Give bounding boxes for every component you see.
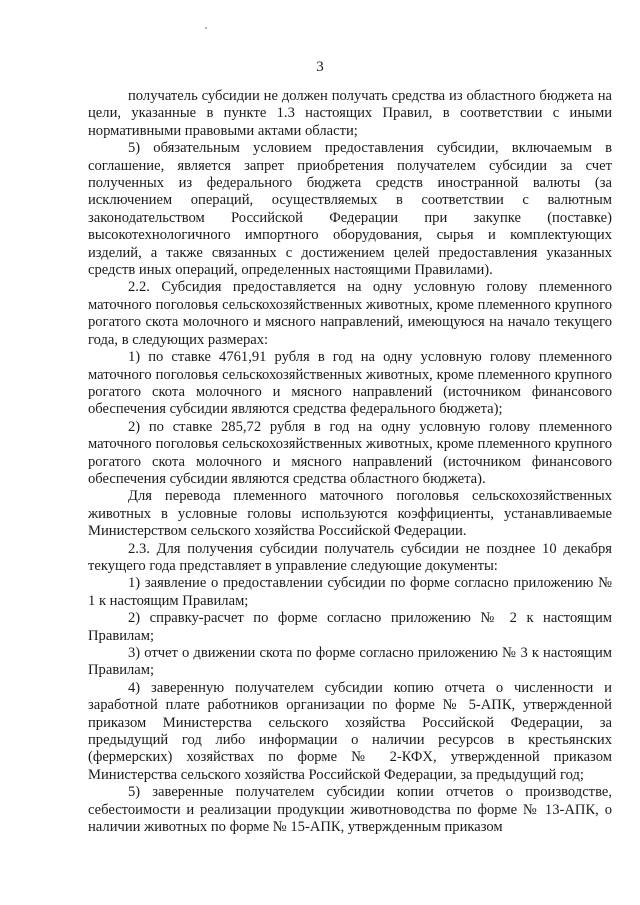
paragraph-rate-regional: 2) по ставке 285,72 рубля в год на одну условную голову племенного маточного поголовья сельскохозяйственных животных, кроме племенного крупного рогатого скота молочного и мясного направлений (источником финансового обеспечения субсидии являются средства областного бюджета). xyxy=(88,418,612,487)
paragraph-2-2-subsidy-rates: 2.2. Субсидия предоставляется на одну условную голову племенного маточного поголовья сельскохозяйственных животных, кроме племенного крупного рогатого скота молочного и мясного направлений, имеющуюся на начало текущего года, в следующих размерах: xyxy=(88,279,612,348)
document-body xyxy=(88,88,612,836)
page-number: 3 xyxy=(316,59,324,75)
list-item-application: 1) заявление о предоставлении субсидии по форме согласно приложению № 1 к настоящим Правилам; xyxy=(88,575,612,609)
paragraph-conversion-coefficients: Для перевода племенного маточного поголовья сельскохозяйственных животных в условные головы используются коэффициенты, устанавливаемые Министерством сельского хозяйства Российской Федерации. xyxy=(88,488,612,540)
list-item-calculation: 2) справку-расчет по форме согласно приложению № 2 к настоящим Правилам; xyxy=(88,610,612,644)
paragraph-rate-federal: 1) по ставке 4761,91 рубля в год на одну условную голову племенного маточного поголовья сельскохозяйственных животных, кроме племенного крупного рогатого скота молочного и мясного направлений (источником финансового обеспечения субсидии являются средства федерального бюджета); xyxy=(88,349,612,418)
paragraph-continuation: получатель субсидии не должен получать средства из областного бюджета на цели, указанные в пункте 1.3 настоящих Правил, в соответствии с иными нормативными правовыми актами области; xyxy=(88,88,612,139)
scan-speck xyxy=(205,27,207,29)
paragraph-item-5-currency-ban: 5) обязательным условием предоставления субсидии, включаемым в соглашение, является запрет приобретения получателем субсидии за счет полученных из федерального бюджета средств иностранной валюты (за исключением операций, осуществляемых в соответствии с валютным законодательством Российской Федерации при закупке (поставке) высокотехнологичного импортного оборудования, сырья и комплектующих изделий, а также связанных с достижением целей предоставления указанных средств иных операций, определенных настоящими Правилами). xyxy=(88,140,612,279)
list-item-livestock-report: 3) отчет о движении скота по форме согласно приложению № 3 к настоящим Правилам; xyxy=(88,645,612,679)
list-item-production-reports: 5) заверенные получателем субсидии копии отчетов о производстве, себестоимости и реализации продукции животноводства по форме № 13-АПК, о наличии животных по форме № 15-АПК, утвержденным приказом xyxy=(88,784,612,836)
list-item-staff-report: 4) заверенную получателем субсидии копию отчета о численности и заработной плате работников организации по форме № 5-АПК, утвержденной приказом Министерства сельского хозяйства Российской Федерации, за предыдущий год либо информации о наличии ресурсов в крестьянских (фермерских) хозяйствах по форме № 2-КФХ, утвержденной приказом Министерства сельского хозяйства Российской Федерации, за предыдущий год; xyxy=(88,679,612,783)
paragraph-2-3-documents: 2.3. Для получения субсидии получатель субсидии не позднее 10 декабря текущего года представляет в управление следующие документы: xyxy=(88,540,612,574)
